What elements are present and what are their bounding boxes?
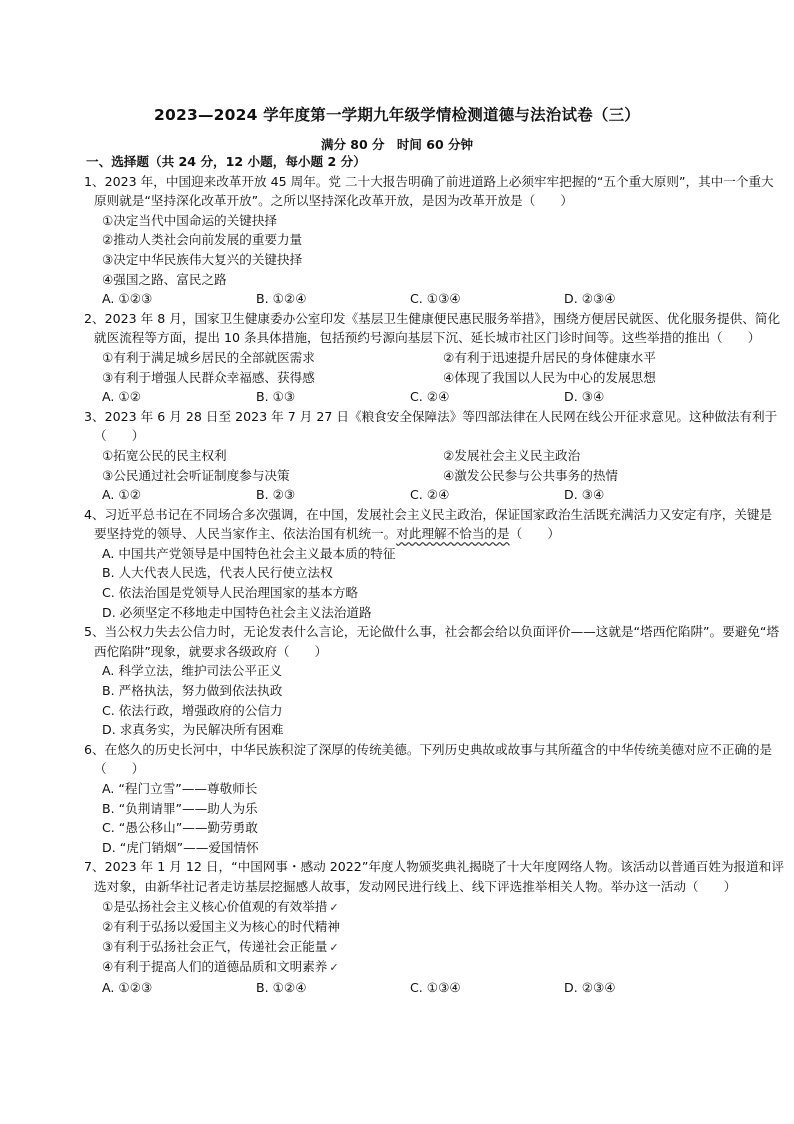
- question-stem: 6、在悠久的历史长河中，中华民族积淀了深厚的传统美德。下列历史典故或故事与其所蕴含的中华传统美德对应不正确的是（ ）: [84, 741, 773, 777]
- question-7: [84, 857, 784, 997]
- checkmark-icon: ✓: [329, 961, 339, 975]
- option-c[interactable]: C. 依法行政，增强政府的公信力: [102, 702, 283, 718]
- statement: ③有利于增强人民群众幸福感、获得感: [102, 369, 315, 385]
- option-row: [84, 485, 784, 505]
- option-a[interactable]: A. ①②: [102, 389, 141, 405]
- statement-row: [84, 368, 784, 388]
- question-stem: 1、2023 年，中国迎来改革开放 45 周年。党 二十大报告明确了前进道路上必须牢牢把握的“五个重大原则”，其中一个重大原则就是“坚持深化改革开放”。之所以坚持深化改革开放，是因为改革开放是（ ）: [84, 173, 774, 209]
- option-a[interactable]: A. 科学立法，维护司法公平正义: [102, 663, 283, 679]
- statement: ②发展社会主义民主政治: [443, 447, 581, 463]
- question-stem: 7、2023 年 1 月 12 日，“中国网事・感动 2022”年度人物颁奖典礼揭晓了十大年度网络人物。该活动以普通百姓为报道和评选对象，由新华社记者走访基层挖掘感人故事，发动网民进行线上、线下评选推举相关人物。举办这一活动（ ）: [84, 859, 784, 894]
- option-d[interactable]: D. 求真务实，为民解决所有困难: [102, 722, 284, 738]
- statement: ④强国之路、富民之路: [102, 271, 227, 287]
- checkmark-icon: ✓: [329, 940, 339, 954]
- option-row: [84, 289, 784, 309]
- option-d[interactable]: D. ②③④: [564, 291, 616, 307]
- option-c[interactable]: C. ②④: [410, 389, 450, 405]
- statement: ③有利于弘扬社会正气，传递社会正能量 ✓: [102, 938, 339, 954]
- question-stem: [84, 505, 784, 544]
- option-d[interactable]: D. ②③④: [564, 979, 616, 995]
- statement: ①有利于满足城乡居民的全部就医需求: [102, 349, 315, 365]
- statement-row: [84, 466, 784, 486]
- question-2: [84, 309, 784, 407]
- option-d[interactable]: D. 必须坚定不移地走中国特色社会主义法治道路: [102, 604, 372, 620]
- question-3: [84, 407, 784, 505]
- option-a[interactable]: A. “程门立雪”——尊敬师长: [102, 781, 258, 796]
- option-c[interactable]: C. ①③④: [410, 291, 461, 307]
- question-stem: 5、当公权力失去公信力时，无论发表什么言论，无论做什么事，社会都会给以负面评价——这就是“塔西佗陷阱”。要避免“塔西佗陷阱”现象，就要求各级政府（ ）: [84, 624, 780, 659]
- exam-time: 时间 60 分钟: [396, 137, 474, 152]
- option-b[interactable]: B. ②③: [256, 487, 296, 503]
- option-b[interactable]: B. ①②④: [256, 291, 307, 307]
- option-c[interactable]: C. “愚公移山”——勤劳勇敢: [102, 820, 258, 836]
- statement: ④激发公民参与公共事务的热情: [443, 467, 619, 483]
- question-stem: 3、2023 年 6 月 28 日至 2023 年 7 月 27 日《粮食安全保障法》等四部法律在人民网在线公开征求意见。这种做法有利于（ ）: [84, 408, 778, 444]
- option-a[interactable]: A. ①②: [102, 487, 141, 503]
- statement: ③公民通过社会听证制度参与决策: [102, 467, 290, 483]
- question-4: [84, 505, 784, 623]
- stem-key-phrase: 对此理解不恰当的是: [396, 526, 510, 542]
- option-d[interactable]: D. “虎门销烟”——爱国情怀: [102, 839, 259, 855]
- section-heading: 一、选择题（共 24 分，12 小题，每小题 2 分）: [86, 154, 366, 169]
- option-c[interactable]: C. ②④: [410, 487, 450, 503]
- exam-subtitle: [0, 135, 794, 153]
- option-c[interactable]: C. 依法治国是党领导人民治理国家的基本方略: [102, 585, 359, 601]
- statement: ②有利于弘扬以爱国主义为核心的时代精神: [102, 919, 340, 935]
- exam-title: 2023—2024 学年度第一学期九年级学情检测道德与法治试卷（三）: [154, 106, 640, 124]
- option-row: [84, 978, 784, 998]
- option-c[interactable]: C. ①③④: [410, 979, 461, 995]
- option-a[interactable]: A. 中国共产党领导是中国特色社会主义最本质的特征: [102, 545, 396, 561]
- stem-main: 4、习近平总书记在不同场合多次强调，在中国，发展社会主义民主政治，保证国家政治生活既充满活力又安定有序，关键是要坚持党的领导、人民当家作主、依法治国有机统一。: [84, 506, 773, 542]
- option-row: [84, 387, 784, 407]
- question-1: [84, 172, 784, 309]
- statement: ②有利于迅速提升居民的身体健康水平: [443, 349, 656, 365]
- question-stem: 2、2023 年 8 月，国家卫生健康委办公室印发《基层卫生健康便民惠民服务举措》，围绕方便居民就医、优化服务提供、简化就医流程等方面，提出 10 条具体措施，包括预约号源向基层下沉、延长城市社区门诊时间等。这些举措的推出（ ）: [84, 310, 781, 346]
- statement: ③决定中华民族伟大复兴的关键抉择: [102, 251, 303, 267]
- checkmark-icon: ✓: [329, 900, 339, 914]
- statement: ①是弘扬社会主义核心价值观的有效举措 ✓: [102, 898, 339, 914]
- option-d[interactable]: D. ③④: [564, 487, 605, 503]
- option-d[interactable]: D. ③④: [564, 389, 605, 405]
- option-b[interactable]: B. ①②④: [256, 979, 307, 995]
- statement: ④有利于提高人们的道德品质和文明素养 ✓: [102, 959, 339, 975]
- statement: ②推动人类社会向前发展的重要力量: [102, 232, 303, 248]
- statement: ④体现了我国以人民为中心的发展思想: [443, 369, 656, 385]
- full-score: 满分 80 分: [320, 137, 385, 152]
- option-a[interactable]: A. ①②③: [102, 291, 153, 307]
- option-b[interactable]: B. “负荆请罪”——助人为乐: [102, 800, 258, 816]
- option-b[interactable]: B. ①③: [256, 389, 296, 405]
- option-b[interactable]: B. 严格执法，努力做到依法执政: [102, 683, 283, 699]
- exam-content: [84, 152, 784, 998]
- option-b[interactable]: B. 人大代表人民选，代表人民行使立法权: [102, 565, 333, 581]
- question-5: [84, 622, 784, 740]
- answer-paren: （ ）: [509, 526, 560, 542]
- question-6: [84, 740, 784, 858]
- option-a[interactable]: A. ①②③: [102, 979, 153, 995]
- statement-row: [84, 348, 784, 368]
- statement-row: [84, 446, 784, 466]
- statement: ①决定当代中国命运的关键抉择: [102, 212, 278, 228]
- statement: ①拓宽公民的民主权利: [102, 447, 227, 463]
